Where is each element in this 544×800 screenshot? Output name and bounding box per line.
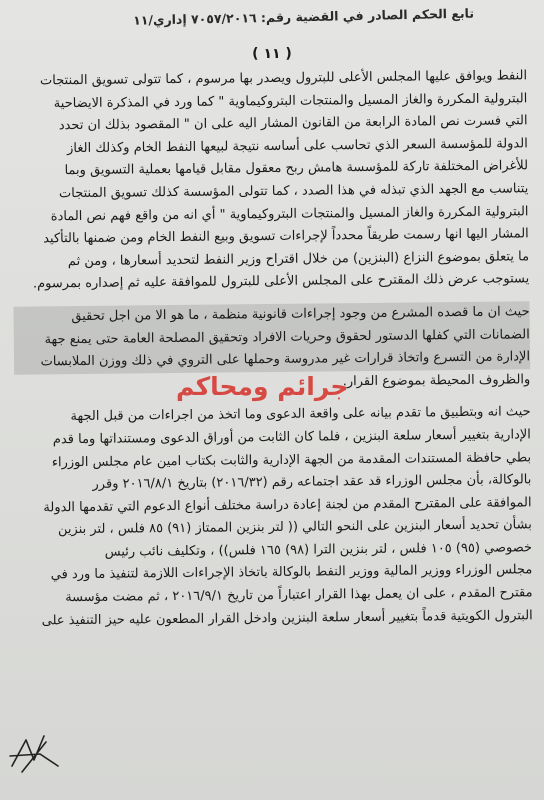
text-line: والظروف المحيطة بموضوع القرار. — [342, 372, 531, 389]
text-line: البترولية المكررة والغاز المسيل والمنتجات البتروكيماوية " أي انه من واقع فهم نص المادة — [50, 203, 529, 224]
text-line: ما يتعلق بموضوع النزاع (البنزين) من خلال اقتراح وزير النفط لتحديد أسعارها ، ومن ثم — [67, 249, 530, 269]
text-line: حيث انه وبتطبيق ما تقدم بيانه على واقعة الدعوى وما اتخذ من اجراءات من قبل الجهة — [70, 404, 531, 425]
text-line: الدولة للمؤسسة السعر الذي تحاسب على أساسه نتيجة لبيعها النفط الخام وكذلك الغاز — [67, 136, 528, 156]
highlighted-text-line: الإدارة من التسرع واتخاذ قرارات غير مدروسة وحملها على التروي في ذلك ووزن الملابسات — [14, 346, 530, 374]
text-line: بطي حافظة المستندات المقدمة من الجهة الإدارية والثابت بكتاب امين عام مجلس الوزراء — [51, 449, 532, 470]
paragraph-1 — [11, 65, 529, 296]
highlighted-text-line: الضمانات التي كفلها الدستور لحقوق وحريات الافراد وتحقيق المصلحة العامة حتى يمنع جهة — [14, 324, 530, 352]
text-line: الموافقة على المقترح المقدم من لجنة إعادة دراسة مختلف أنواع الدعوم التي تقدمها الدولة — [43, 494, 532, 516]
text-line: البترول الكويتية قدماً بتغيير أسعار سلعة البنزين وادخل القرار المطعون عليه حيز التنفيذ على — [41, 607, 533, 629]
document-body — [11, 65, 533, 643]
text-line: خصوصي (٩٥) ١٠٥ فلس ، لتر بنزين الترا (٩٨) ١٦٥ فلس)) ، وتكليف نائب رئيس — [104, 540, 533, 560]
text-line: للأغراض المختلفة تاركة للمؤسسة هامش ربح معقول مقابل قيامها بعملية التسويق وبما — [64, 158, 529, 179]
text-line: البترولية المكررة والغاز المسيل والمنتجات البتروكيماوية " كما ورد في المذكرة الايضاحية — [53, 90, 528, 111]
text-line: بشأن تحديد أسعار البنزين على النحو التالي (( لتر بنزين الممتاز (٩١) ٨٥ فلس ، لتر بنزين — [57, 517, 532, 538]
text-line: مجلس الوزراء ووزير المالية ووزير النفط بالوكالة باتخاذ الإجراءات اللازمة لتنفيذ ما ورد في — [50, 562, 533, 583]
handwritten-signature-icon — [6, 720, 66, 780]
page-number: ( ١١ ) — [252, 46, 292, 62]
paragraph-3 — [15, 402, 533, 633]
text-line: التي فسرت نص المادة الرابعة من القانون المشار اليه على ان " المقصود بذلك ان تحدد — [58, 113, 528, 134]
page-header: تابع الحكم الصادر في القضية رقم: ٧٠٥٧/٢٠١٦ إداري/١١ — [133, 5, 475, 28]
text-line: المشار اليها انها رسمت طريقاً محدداً لإجراءات تسويق وبيع النفط الخام ومن ضمنها بالتأكيد — [43, 226, 529, 247]
text-line: مقترح المقدم ، على ان يعمل بهذا القرار اعتباراً من تاريخ ٢٠١٦/٩/١ ، ثم مضت مؤسسة — [65, 585, 533, 606]
text-line: الإدارية بتغيير أسعار سلعة البنزين ، فلما كان الثابت من أوراق الدعوى ومستنداتها وما قدم — [52, 427, 531, 448]
highlighted-text-line: حيث ان ما قصده المشرع من وجود إجراءات قانونية منظمة ، ما هو الا من اجل تحقيق — [13, 301, 529, 329]
text-line: يتناسب مع الجهد الذي تبذله في هذا الصدد ، كما تتولى المؤسسة كذلك تسويق المنتجات — [58, 181, 529, 202]
text-line: بالوكالة، بأن مجلس الوزراء قد عقد اجتماعه رقم (٢٠١٦/٣٢) بتاريخ ٢٠١٦/٨/١ وقرر — [92, 472, 532, 492]
text-line: النفط ويوافق عليها المجلس الأعلى للبترول ويصدر بها مرسوم ، كما تتولى تسويق المنتجات — [39, 68, 528, 89]
text-line: يستوجب عرض ذلك المقترح على المجلس الأعلى للبترول للموافقة عليه ثم إصداره بمرسوم. — [32, 271, 530, 292]
watermark-logo: جرائم ومحاكم — [176, 372, 349, 401]
